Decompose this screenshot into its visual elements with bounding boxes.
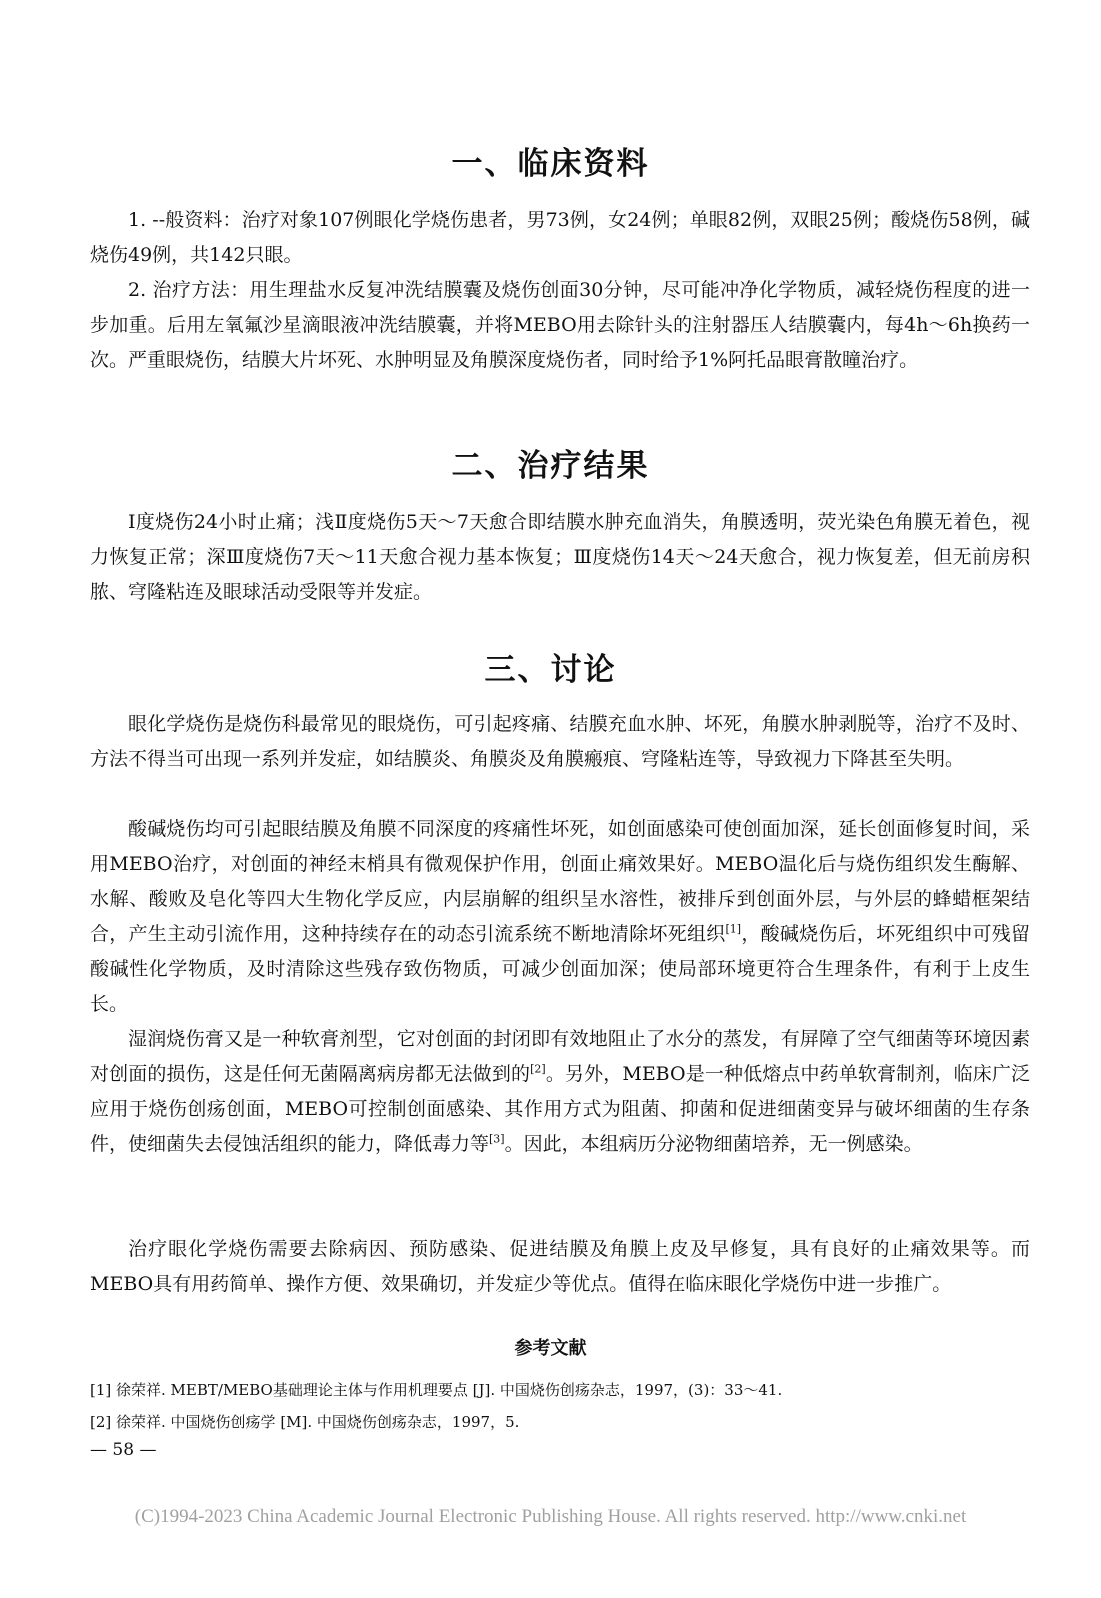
paragraph-discussion-2 [90, 812, 1030, 1022]
paragraph-discussion-3 [90, 1022, 1030, 1162]
paragraph-discussion-4: 治疗眼化学烧伤需要去除病因、预防感染、促进结膜及角膜上皮及早修复，具有良好的止痛效果等。而MEBO具有用药简单、操作方便、效果确切，并发症少等优点。值得在临床眼化学烧伤中进一步推广。 [90, 1238, 1030, 1295]
text-run: 酸碱烧伤均可引起眼结膜及角膜不同深度的疼痛性坏死，如创面感染可使创面加深，延长创面修复时间，采用MEBO治疗，对创面的神经末梢具有微观保护作用，创面止痛效果好。MEBO温化后与烧伤组织发生酶解、水解、酸败及皂化等四大生物化学反应，内层崩解的组织呈水溶性，被排斥到创面外层，与外层的蜂蜡框架结合，产生主动引流作用，这种持续存在的动态引流系统不断地清除坏死组织 [90, 818, 1030, 945]
text-run: 。另外，MEBO是一种低熔点中药单软膏制剂，临床广泛应用于烧伤创疡创面，MEBO可控制创面感染、其作用方式为阻菌、抑菌和促进细菌变异与破坏细菌的生存条件，使细菌失去侵蚀活组织的能力，降低毒力等 [90, 1063, 1030, 1155]
citation-ref: [2] [530, 1062, 546, 1076]
text-run: 。因此，本组病历分泌物细菌培养，无一例感染。 [504, 1133, 923, 1155]
text-run: 湿润烧伤膏又是一种软膏剂型，它对创面的封闭即有效地阻止了水分的蒸发，有屏障了空气细菌等环境因素对创面的损伤，这是任何无菌隔离病房都无法做到的 [90, 1028, 1030, 1085]
section-heading-treatment-results: 二、治疗结果 [451, 448, 650, 484]
paragraph-general-data: 1. --般资料：治疗对象107例眼化学烧伤患者，男73例，女24例；单眼82例，双眼25例；酸烧伤58例，碱烧伤49例，共142只眼。 [90, 209, 1030, 266]
copyright-footer: (C)1994-2023 China Academic Journal Electronic Publishing House. All rights reserved. http://www.cnki.net [134, 1506, 967, 1527]
section-heading-clinical-data: 一、临床资料 [451, 146, 650, 182]
text-run: ，酸碱烧伤后，坏死组织中可残留酸碱性化学物质，及时清除这些残存致伤物质，可减少创面加深；使局部环境更符合生理条件，有利于上皮生长。 [90, 923, 1030, 1015]
reference-item: [2] 徐荣祥. 中国烧伤创疡学 [M]. 中国烧伤创疡杂志，1997，5. [90, 1413, 520, 1431]
citation-ref: [3] [489, 1132, 505, 1146]
page-number: — 58 — [90, 1440, 157, 1460]
paragraph-discussion-1: 眼化学烧伤是烧伤科最常见的眼烧伤，可引起疼痛、结膜充血水肿、坏死，角膜水肿剥脱等，治疗不及时、方法不得当可出现一系列并发症，如结膜炎、角膜炎及角膜瘢痕、穹隆粘连等，导致视力下降甚至失明。 [90, 713, 1030, 770]
references-list [90, 1374, 1030, 1438]
citation-ref: [1] [725, 922, 742, 936]
reference-item: [1] 徐荣祥. MEBT/MEBO基础理论主体与作用机理要点 [J]. 中国烧伤创疡杂志，1997，(3)：33～41. [90, 1381, 783, 1399]
section-heading-discussion: 三、讨论 [484, 652, 617, 688]
references-title: 参考文献 [514, 1338, 587, 1359]
paragraph-treatment-method: 2. 治疗方法：用生理盐水反复冲洗结膜囊及烧伤创面30分钟，尽可能冲净化学物质，减轻烧伤程度的进一步加重。后用左氧氟沙星滴眼液冲洗结膜囊，并将MEBO用去除针头的注射器压人结膜囊内，每4h～6h换药一次。严重眼烧伤，结膜大片坏死、水肿明显及角膜深度烧伤者，同时给予1%阿托品眼膏散瞳治疗。 [90, 279, 1030, 371]
paragraph-results: I度烧伤24小时止痛；浅Ⅱ度烧伤5天～7天愈合即结膜水肿充血消失，角膜透明，荧光染色角膜无着色，视力恢复正常；深Ⅲ度烧伤7天～11天愈合视力基本恢复；Ⅲ度烧伤14天～24天愈合，视力恢复差，但无前房积脓、穹隆粘连及眼球活动受限等并发症。 [90, 511, 1030, 603]
